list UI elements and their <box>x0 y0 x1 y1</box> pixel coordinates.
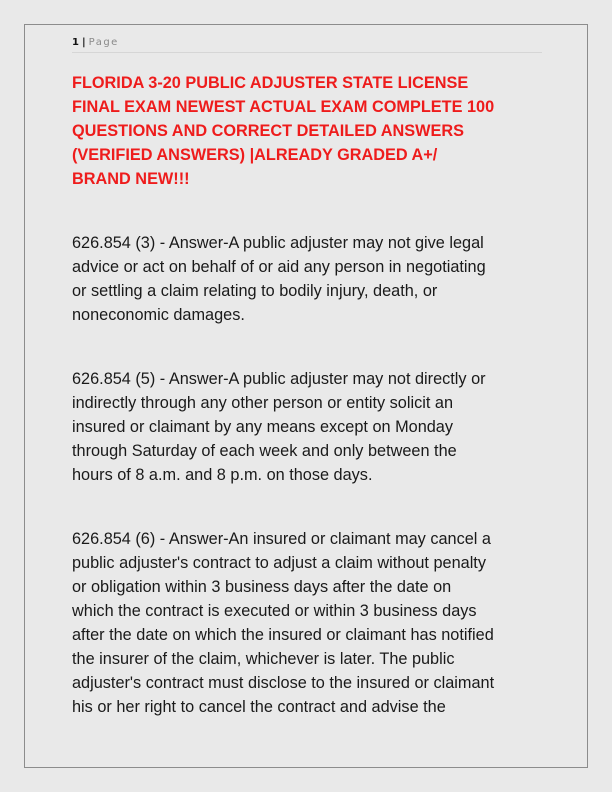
page-number: 1 <box>72 37 79 48</box>
answer-entry-626-854-5: 626.854 (5) - Answer-A public adjuster may not directly or indirectly through any other person or entity solicit an insured or claimant by any means except on Monday through Saturday of each week and only between the hours of 8 a.m. and 8 p.m. on those days. <box>72 370 486 484</box>
document-title: FLORIDA 3-20 PUBLIC ADJUSTER STATE LICENSE FINAL EXAM NEWEST ACTUAL EXAM COMPLETE 100 QUESTIONS AND CORRECT DETAILED ANSWERS (VERIFIED ANSWERS) |ALREADY GRADED A+/ BRAND NEW!!! <box>72 74 495 188</box>
page-separator: | <box>81 37 86 48</box>
answer-entry-626-854-3: 626.854 (3) - Answer-A public adjuster may not give legal advice or act on behalf of or aid any person in negotiating or settling a claim relating to bodily injury, death, or noneconomic damages. <box>72 234 486 324</box>
page-label: Page <box>88 37 119 48</box>
answer-entry-626-854-6: 626.854 (6) - Answer-An insured or claimant may cancel a public adjuster's contract to adjust a claim without penalty or obligation within 3 business days after the date on which the contract is executed or within 3 business days after the date on which the insured or claimant has notified the insurer of the claim, whichever is later. The public adjuster's contract must disclose to the insured or claimant his or her right to cancel the contract and advise the <box>72 530 495 716</box>
page-header <box>72 36 542 53</box>
